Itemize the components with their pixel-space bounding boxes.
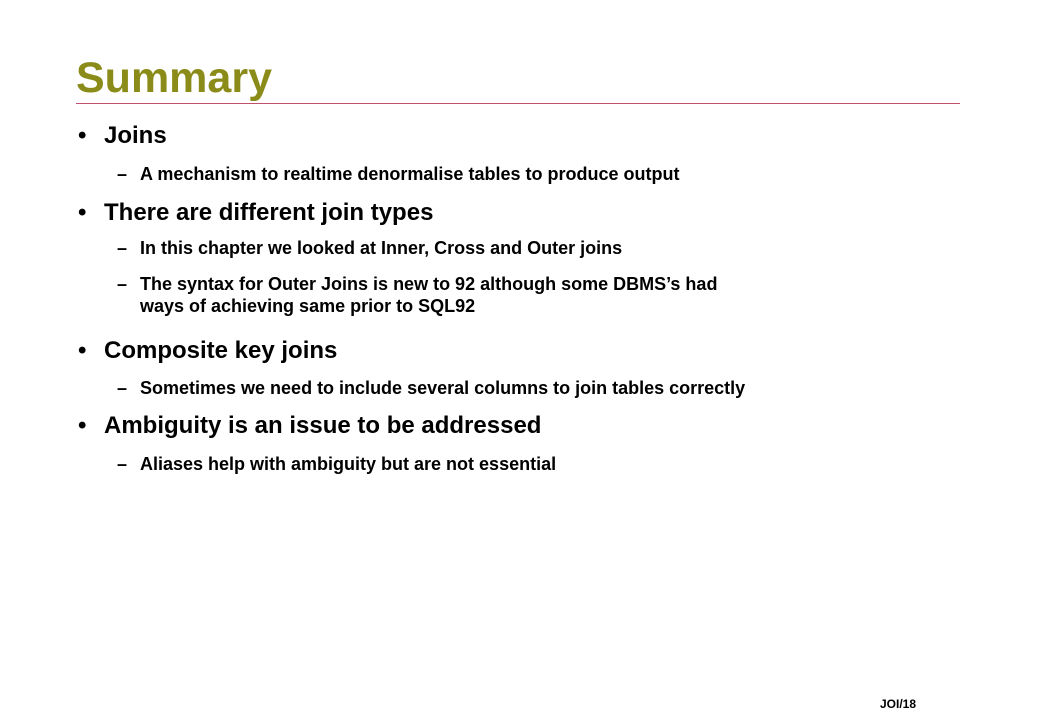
sub-bullet-item <box>117 377 745 399</box>
bullet-marker: • <box>78 337 87 364</box>
bullet-marker: • <box>78 122 87 149</box>
sub-bullet-text-continuation: ways of achieving same prior to SQL92 <box>140 296 476 316</box>
bullet-text: Ambiguity is an issue to be addressed <box>104 412 542 439</box>
dash-marker: – <box>117 454 128 474</box>
slide-title: Summary <box>76 54 272 102</box>
bullet-item <box>78 198 433 228</box>
bullet-marker: • <box>78 412 87 439</box>
bullet-marker: • <box>78 199 87 226</box>
dash-marker: – <box>117 164 128 184</box>
dash-marker: – <box>117 274 128 294</box>
bullet-text: Composite key joins <box>104 337 338 364</box>
bullet-item <box>78 336 337 366</box>
bullet-item <box>78 121 167 151</box>
bullet-text: Joins <box>104 122 167 149</box>
dash-marker: – <box>117 378 128 398</box>
sub-bullet-text: Sometimes we need to include several columns to join tables correctly <box>140 378 746 398</box>
sub-bullet-item <box>117 273 717 317</box>
sub-bullet-item <box>117 453 556 475</box>
sub-bullet-item <box>117 163 679 185</box>
sub-bullet-text: The syntax for Outer Joins is new to 92 although some DBMS’s had <box>140 274 718 294</box>
page-number: JOI/18 <box>880 697 917 711</box>
sub-bullet-text: Aliases help with ambiguity but are not essential <box>140 454 557 474</box>
dash-marker: – <box>117 238 128 258</box>
bullet-item <box>78 411 541 441</box>
sub-bullet-text: A mechanism to realtime denormalise tables to produce output <box>140 164 680 184</box>
sub-bullet-text: In this chapter we looked at Inner, Cross and Outer joins <box>140 238 623 258</box>
sub-bullet-item <box>117 237 622 259</box>
bullet-text: There are different join types <box>104 199 434 226</box>
